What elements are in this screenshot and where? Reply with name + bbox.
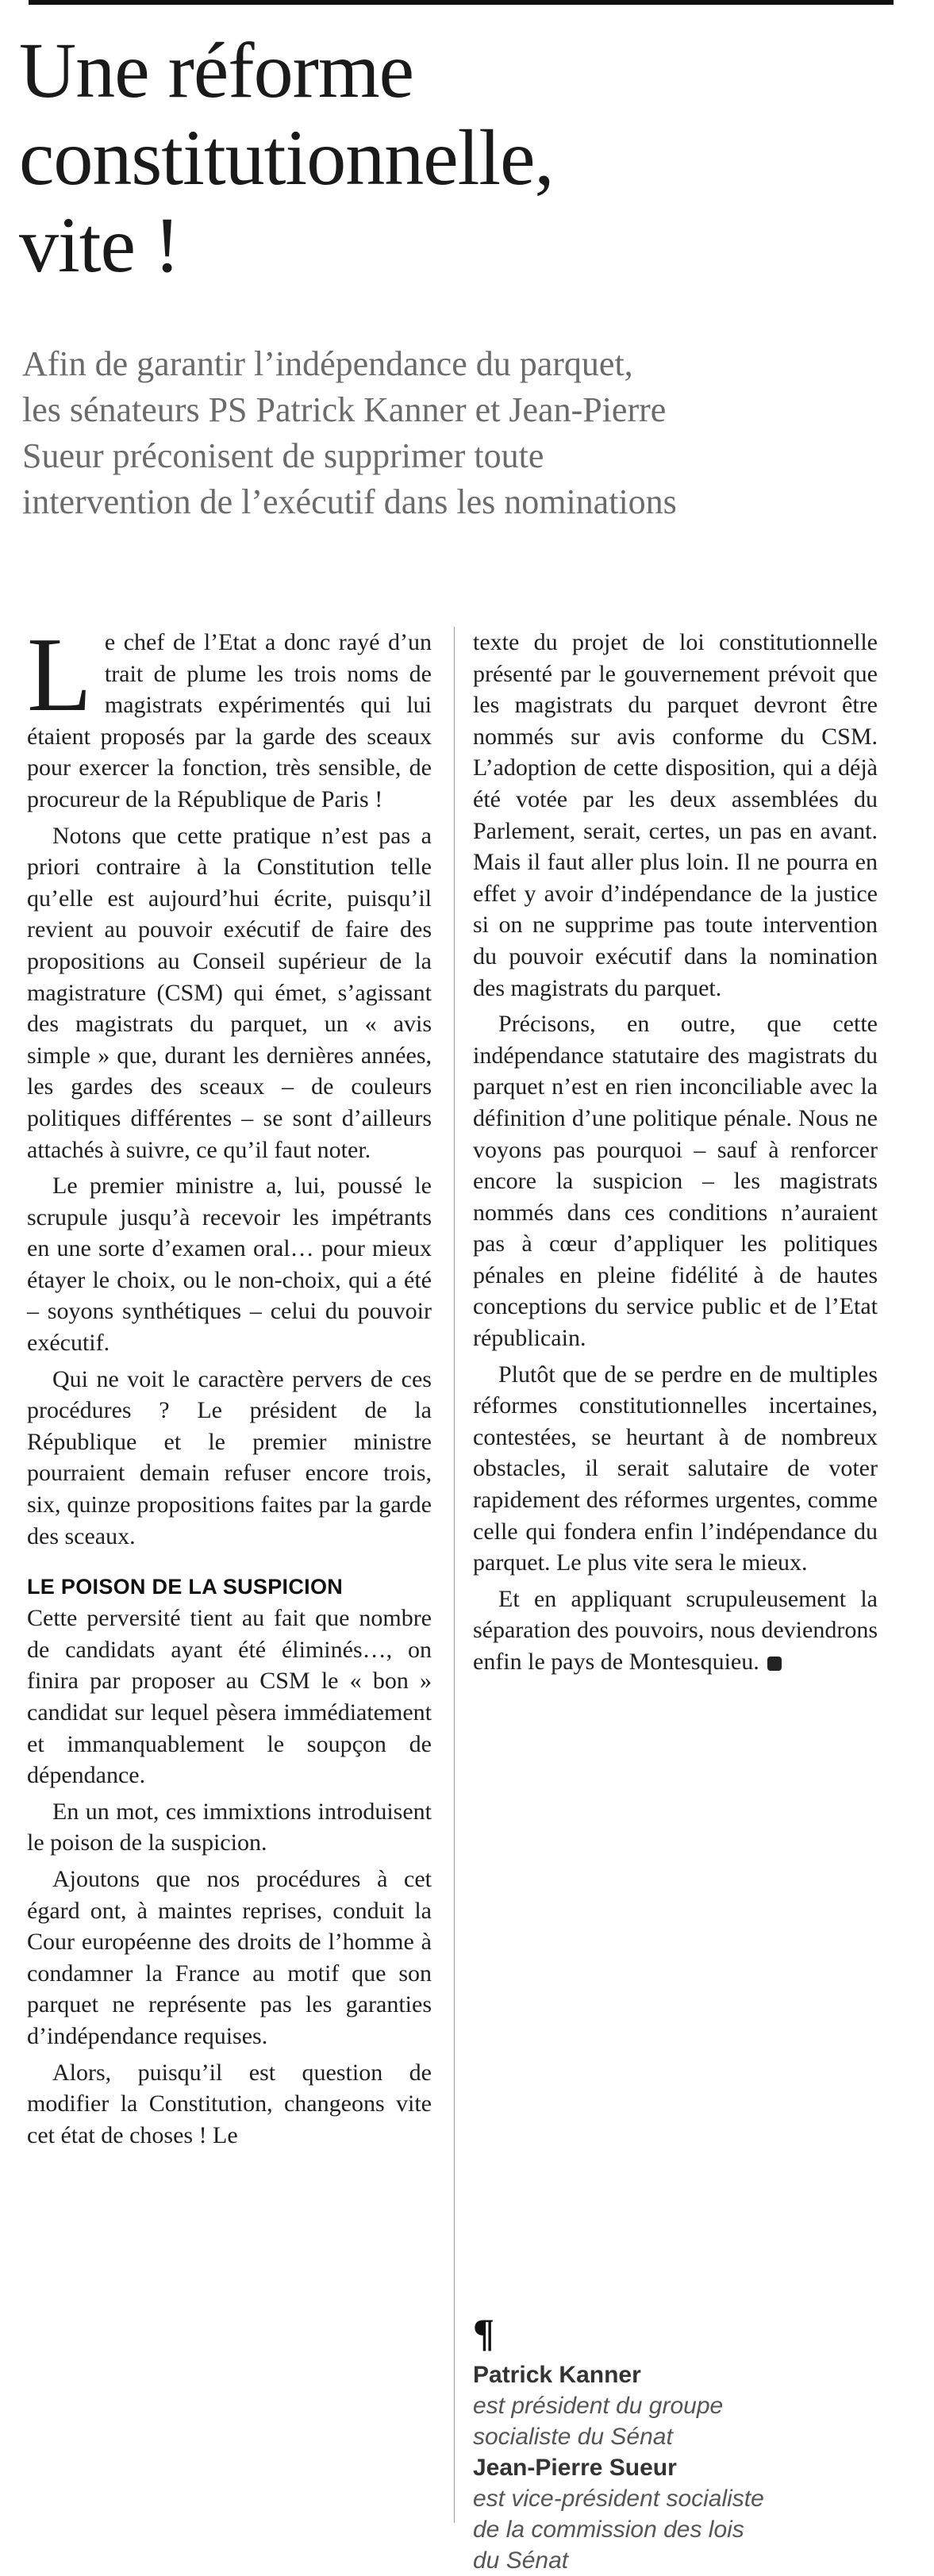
article-title xyxy=(19,27,900,289)
body-paragraph: Notons que cette pratique n’est pas a priori contraire à la Constitution telle qu’elle est aujourd’hui écrite, puisqu’il revient au pouvoir exécutif de faire des propositions au Conseil supérieur de la magistrature (CSM) qui émet, s’agissant des magistrats du parquet, un « avis simple » que, durant les dernières années, les gardes des sceaux – de couleurs politiques différentes – se sont d’ailleurs attachés à suivre, ce qu’il faut noter. xyxy=(27,822,432,1163)
standfirst-line: les sénateurs PS Patrick Kanner et Jean-Pierre xyxy=(22,390,667,429)
standfirst-line: intervention de l’exécutif dans les nominations xyxy=(22,482,677,521)
end-mark-icon xyxy=(767,1657,782,1671)
author-name: Patrick Kanner xyxy=(473,2362,641,2388)
author-description: est président du groupe xyxy=(473,2393,724,2419)
left-column xyxy=(27,616,432,2156)
body-paragraph: Cette perversité tient au fait que nombre de candidats ayant été éliminés…, on finira par proposer au CSM le « bon » candidat sur lequel pèsera immédiatement et immanquablement le soupçon de dépendance. xyxy=(27,1605,432,1789)
drop-cap: L xyxy=(27,616,92,733)
title-line: vite ! xyxy=(19,201,180,289)
column-divider xyxy=(454,627,455,2523)
body-paragraph: Précisons, en outre, que cette indépendance statutaire des magistrats du parquet n’est en rien inconciliable avec la définition d’une politique pénale. Nous ne voyons pas pourquoi – sauf à renforcer encore la suspicion – les magistrats nommés dans ces conditions n’auraient pas à cœur d’appliquer les politiques pénales en pleine fidélité à de hautes conceptions du service public et de l’Etat républicain. xyxy=(473,1011,878,1352)
author-name: Jean-Pierre Sueur xyxy=(473,2455,677,2481)
title-line: Une réforme xyxy=(19,26,414,114)
paragraph-text: e chef de l’Etat a donc rayé d’un trait de plume les trois noms de magistrats expérimentés qui lui étaient proposés par la garde des sceaux pour exercer la fonction, très sensible, de procureur de la République de Paris ! xyxy=(27,629,432,812)
author-signature xyxy=(473,2309,886,2576)
body-paragraph: En un mot, ces immixtions introduisent le poison de la suspicion. xyxy=(27,1798,432,1856)
body-paragraph: Le premier ministre a, lui, poussé le scrupule jusqu’à recevoir les impétrants en une sorte d’examen oral… pour mieux étayer le choix, ou le non-choix, qui a été – soyons synthétiques – celui du pouvoir exécutif. xyxy=(27,1173,432,1357)
pilcrow-icon: ¶ xyxy=(473,2310,495,2355)
author-description: est vice-président socialiste xyxy=(473,2486,764,2512)
body-paragraph: Ajoutons que nos procédures à cet égard ont, à maintes reprises, conduit la Cour européenne des droits de l’homme à condamner la France au motif que son parquet ne représente pas les garanties d’indépendance requises. xyxy=(27,1865,432,2049)
standfirst-line: Afin de garantir l’indépendance du parquet, xyxy=(22,344,633,383)
right-column xyxy=(473,627,878,1683)
body-paragraph xyxy=(473,1584,878,1678)
body-paragraph: Qui ne voit le caractère pervers de ces procédures ? Le président de la République et le premier ministre pourraient demain refuser encore trois, six, quinze propositions faites par la garde des sceaux. xyxy=(27,1365,432,1549)
crosshead: LE POISON DE LA SUSPICION xyxy=(27,1575,344,1599)
body-paragraph xyxy=(27,616,432,816)
author-description: socialiste du Sénat xyxy=(473,2424,673,2450)
author-description: de la commission des lois xyxy=(473,2516,744,2543)
author-description: du Sénat xyxy=(473,2547,569,2574)
paragraph-text: Et en appliquant scrupuleusement la séparation des pouvoirs, nous deviendrons enfin le pays de Montesquieu. xyxy=(473,1585,878,1675)
title-line: constitutionnelle, xyxy=(19,113,554,202)
body-paragraph: texte du projet de loi constitutionnelle présenté par le gouvernement prévoit que les magistrats du parquet devront être nommés sur avis conforme du CSM. L’adoption de cette disposition, qui a déjà été votée par les deux assemblées du Parlement, serait, certes, un pas en avant. Mais il faut aller plus loin. Il ne pourra en effet y avoir d’indépendance de la justice si on ne supprime pas toute intervention du pouvoir exécutif dans la nomination des magistrats du parquet. xyxy=(473,629,878,1001)
body-paragraph: Alors, puisqu’il est question de modifier la Constitution, changeons vite cet état de choses ! Le xyxy=(27,2059,432,2148)
top-rule xyxy=(29,0,894,5)
article-standfirst xyxy=(22,341,903,525)
body-paragraph: Plutôt que de se perdre en de multiples réformes constitutionnelles incertaines, contestées, se heurtant à de nombreux obstacles, il serait salutaire de voter rapidement des réformes urgentes, comme celle qui fondera enfin l’indépendance du parquet. Le plus vite sera le mieux. xyxy=(473,1361,878,1576)
standfirst-line: Sueur préconisent de supprimer toute xyxy=(22,436,544,475)
